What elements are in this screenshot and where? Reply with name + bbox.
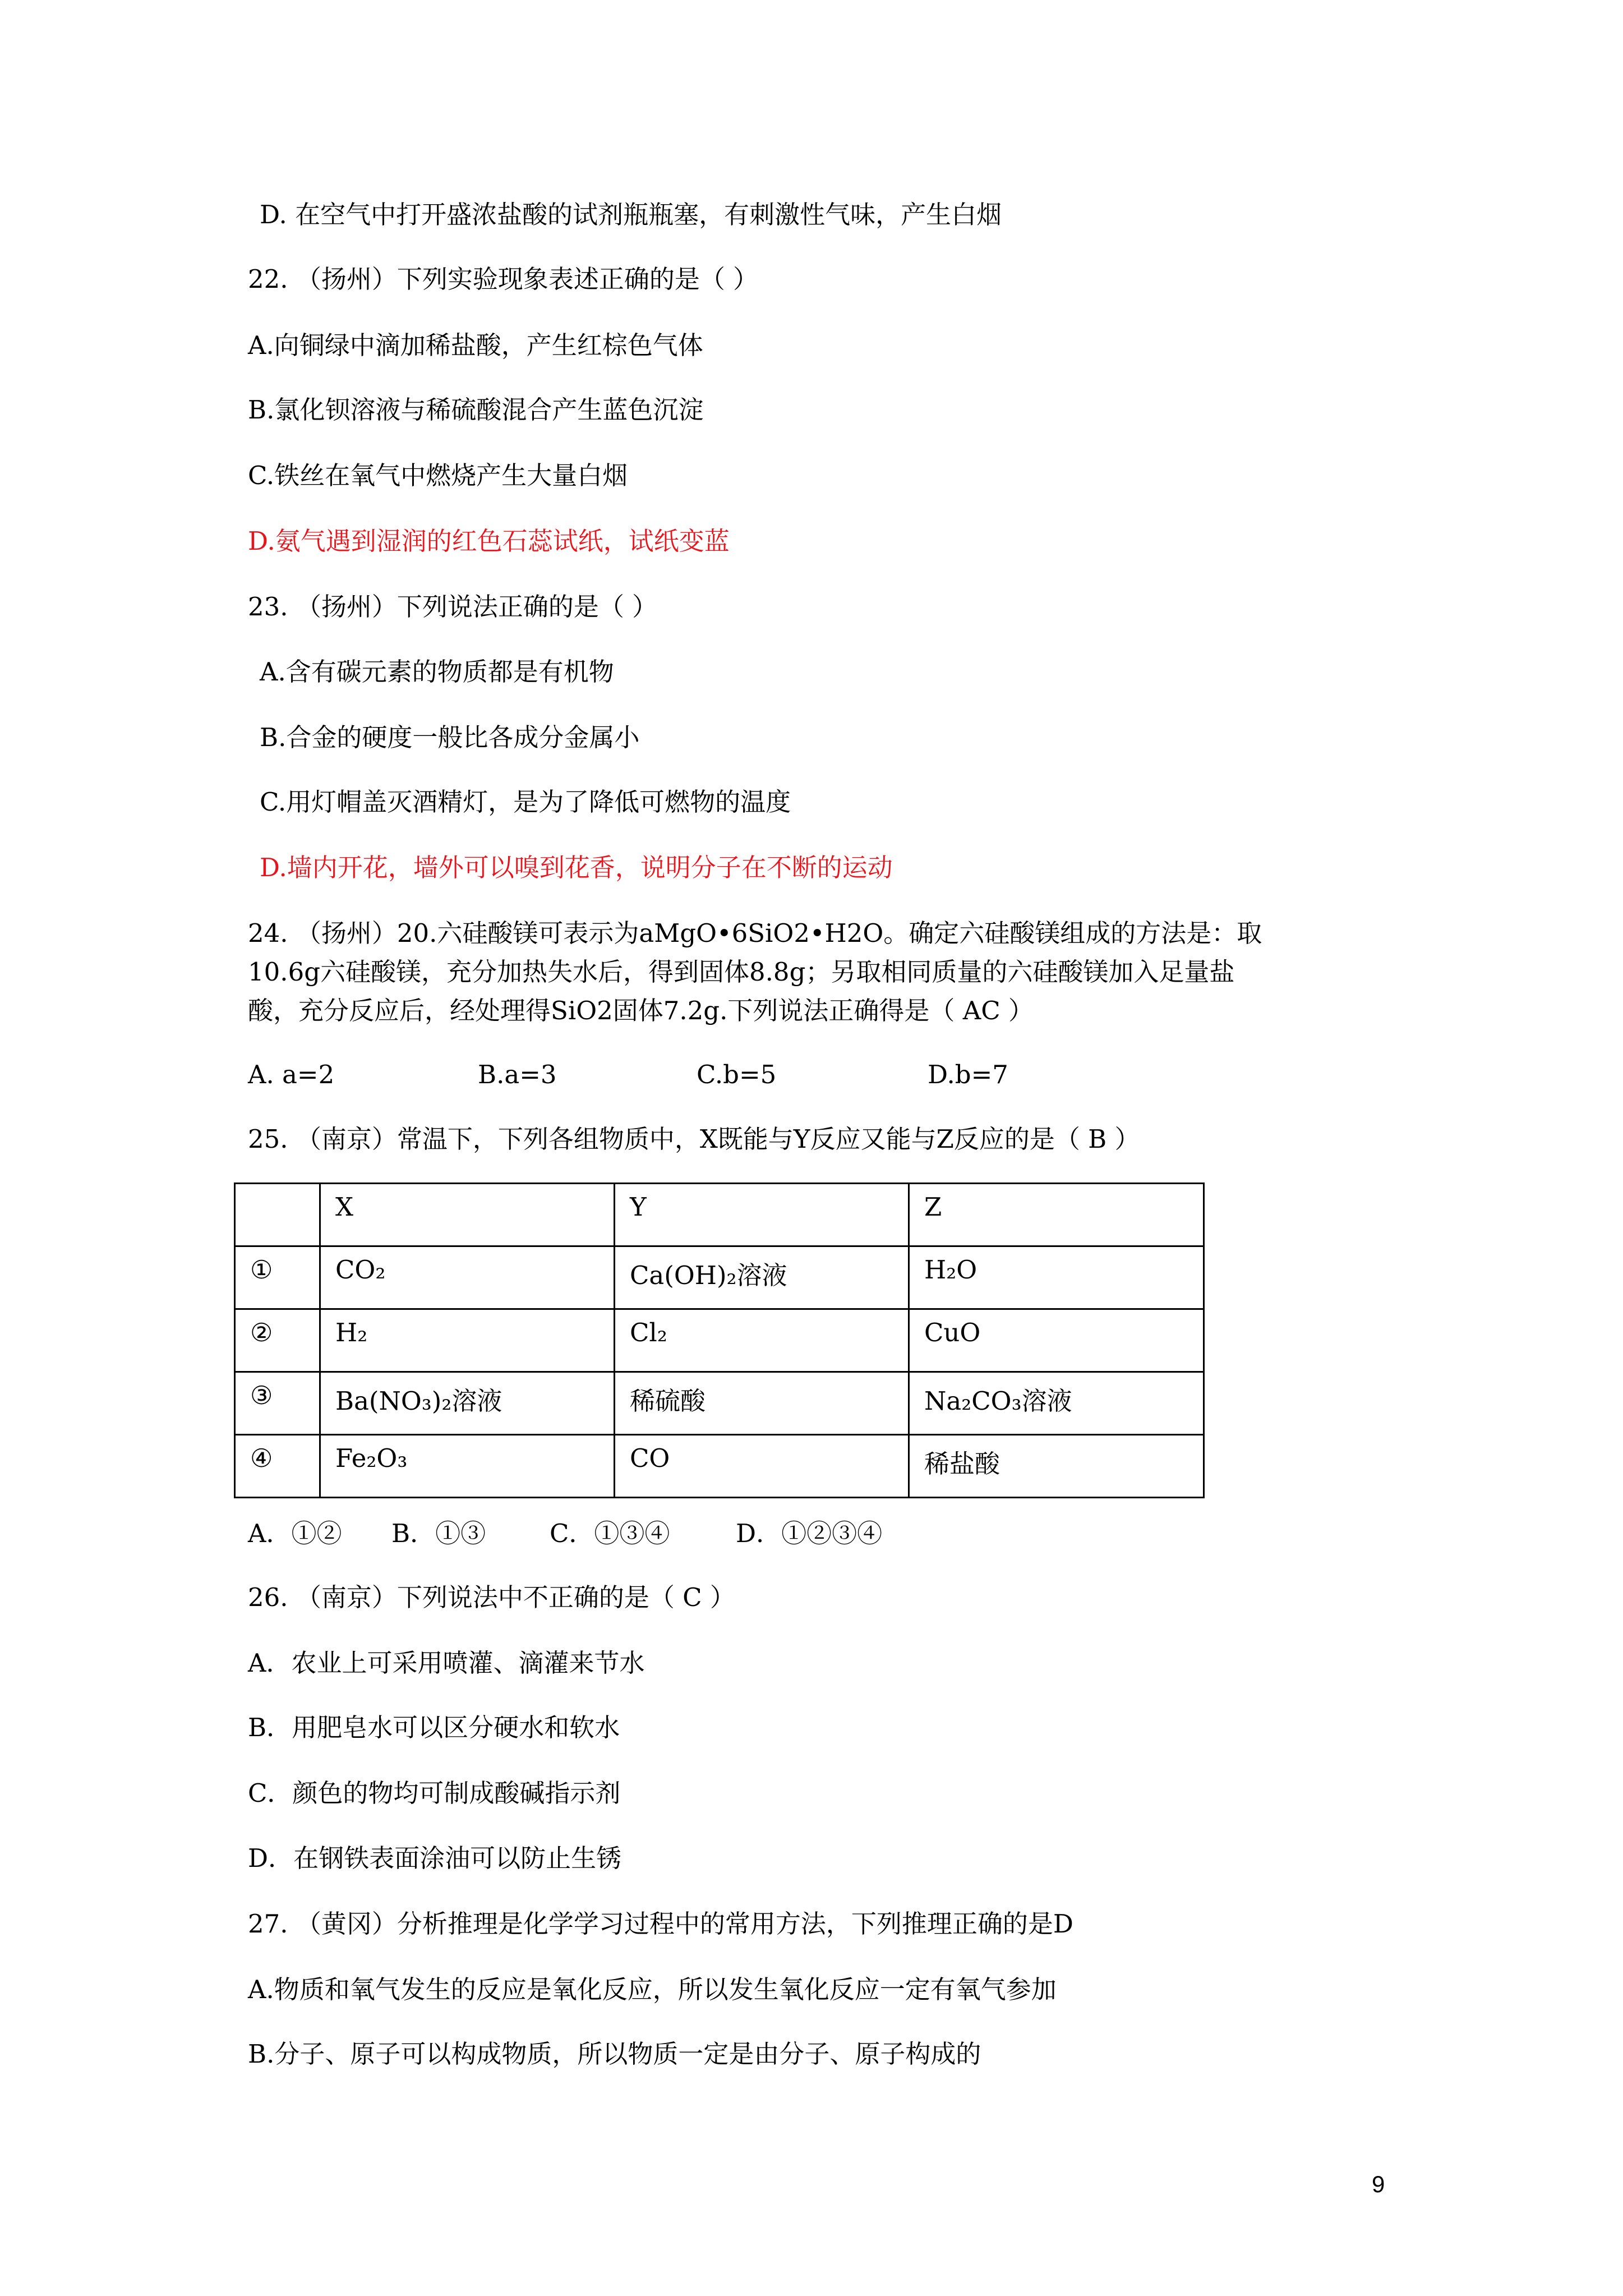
q24-option-d: D.b=7 [928,1060,1008,1089]
table-cell: H₂ [320,1309,615,1372]
table-row [235,1435,1204,1498]
table-cell: Y [615,1184,909,1246]
table-cell: 稀硫酸 [615,1372,909,1435]
q25-table [234,1182,1205,1498]
table-cell: ① [235,1246,320,1309]
q26-option-a: A．农业上可采用喷灌、滴灌来节水 [248,1648,645,1678]
table-cell: Fe₂O₃ [320,1435,615,1498]
q24-stem-line3: 酸，充分反应后，经处理得SiO2固体7.2g.下列说法正确得是（ AC ） [248,996,1034,1025]
table-cell: Na₂CO₃溶液 [909,1372,1204,1435]
q23-option-d-answer: D.墙内开花，墙外可以嗅到花香，说明分子在不断的运动 [260,853,893,882]
page-number: 9 [1372,2171,1385,2197]
q26-option-b: B．用肥皂水可以区分硬水和软水 [248,1713,620,1742]
q26-option-d: D．在钢铁表面涂油可以防止生锈 [248,1843,622,1873]
table-cell: Ba(NO₃)₂溶液 [320,1372,615,1435]
q24-option-a: A. a=2 [248,1060,335,1089]
q27-option-a: A.物质和氧气发生的反应是氧化反应，所以发生氧化反应一定有氧气参加 [248,1975,1057,2004]
q26-option-c: C．颜色的物均可制成酸碱指示剂 [248,1778,621,1808]
q24-option-b: B.a=3 [478,1060,557,1089]
table-cell: 稀盐酸 [909,1435,1204,1498]
q24-options [248,1059,1089,1091]
q25-option-c: C．①③④ [550,1519,670,1548]
table-cell: ④ [235,1435,320,1498]
table-cell: CuO [909,1309,1204,1372]
q21-option-d: D. 在空气中打开盛浓盐酸的试剂瓶瓶塞，有刺激性气味，产生白烟 [260,200,1002,229]
q23-option-c: C.用灯帽盖灭酒精灯，是为了降低可燃物的温度 [260,787,791,817]
q24-option-c: C.b=5 [697,1060,777,1089]
q24-stem-line2: 10.6g六硅酸镁，充分加热失水后，得到固体8.8g；另取相同质量的六硅酸镁加入足量盐 [248,957,1235,987]
q25-options [248,1518,977,1549]
q22-stem: 22. （扬州）下列实验现象表述正确的是（ ） [248,264,759,294]
q23-option-a: A.含有碳元素的物质都是有机物 [260,657,614,687]
table-cell: ③ [235,1372,320,1435]
table-cell: H₂O [909,1246,1204,1309]
q26-stem: 26. （南京）下列说法中不正确的是（ C ） [248,1582,735,1612]
q22-option-d-answer: D.氨气遇到湿润的红色石蕊试纸，试纸变蓝 [248,526,730,556]
q25-option-a: A．①② [248,1519,342,1548]
q25-option-d: D．①②③④ [736,1519,883,1548]
q24-stem-line1: 24. （扬州）20.六硅酸镁可表示为aMgO•6SiO2•H2O。确定六硅酸镁组成的方法是：取 [248,918,1262,948]
q22-option-a: A.向铜绿中滴加稀盐酸，产生红棕色气体 [248,330,703,360]
table-row [235,1309,1204,1372]
q25-option-b: B．①③ [391,1519,486,1548]
q25-stem: 25. （南京）常温下，下列各组物质中，X既能与Y反应又能与Z反应的是（ B ） [248,1124,1140,1154]
table-cell: Ca(OH)₂溶液 [615,1246,909,1309]
table-cell: ② [235,1309,320,1372]
q27-stem: 27. （黄冈）分析推理是化学学习过程中的常用方法，下列推理正确的是D [248,1909,1073,1939]
q23-option-b: B.合金的硬度一般比各成分金属小 [260,723,640,752]
table-cell: Z [909,1184,1204,1246]
table-cell: X [320,1184,615,1246]
q23-stem: 23. （扬州）下列说法正确的是（ ） [248,592,658,622]
q22-option-b: B.氯化钡溶液与稀硫酸混合产生蓝色沉淀 [248,395,704,425]
table-cell: CO [615,1435,909,1498]
table-cell [235,1184,320,1246]
q27-option-b: B.分子、原子可以构成物质，所以物质一定是由分子、原子构成的 [248,2039,981,2069]
table-row [235,1372,1204,1435]
table-header-row [235,1184,1204,1246]
q22-option-c: C.铁丝在氧气中燃烧产生大量白烟 [248,461,628,490]
table-row [235,1246,1204,1309]
table-cell: Cl₂ [615,1309,909,1372]
table-cell: CO₂ [320,1246,615,1309]
